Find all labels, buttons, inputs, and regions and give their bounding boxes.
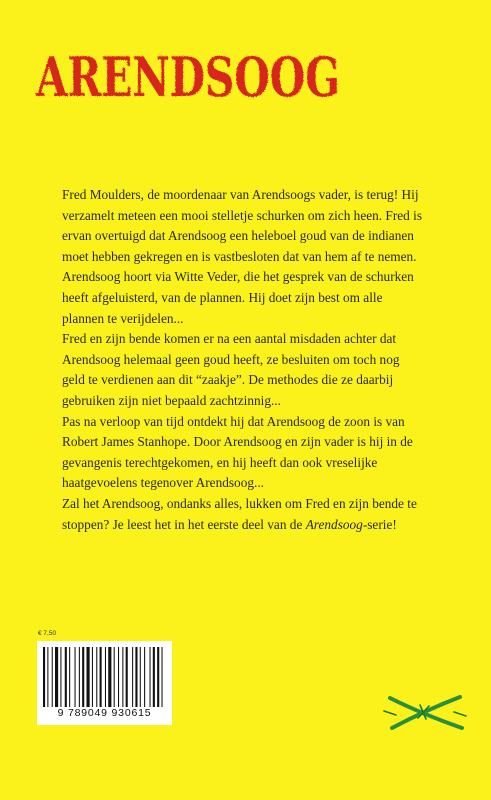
barcode-bar <box>150 647 151 707</box>
barcode-bar <box>144 647 145 707</box>
barcode-bar <box>65 647 67 707</box>
series-name: Arendsoog <box>305 516 363 532</box>
barcode-bar <box>122 647 123 707</box>
barcode-bar <box>43 647 45 707</box>
barcode-bar <box>100 647 102 707</box>
blurb-paragraph-1: Fred Moulders, de moordenaar van Arendsoogs vader, is terug! Hij verzamelt meteen een mooi stelletje schurken om zich heen. Fred is ervan overtuigd dat Arendsoog een heleboel goud van de indianen moet hebben gekregen en is vastbesloten dat van hem af te nemen. Arendsoog hoort via Witte Veder, die het gesprek van de schurken heeft afgeluisterd, van de plannen. Hij doet zijn best om alle plannen te verijdelen... <box>62 187 422 326</box>
barcode-bar <box>96 647 97 707</box>
blurb-p4-end: -serie! <box>362 516 397 532</box>
barcode-bar <box>114 647 115 707</box>
barcode-bar <box>153 647 155 707</box>
barcode-bar <box>60 647 61 707</box>
price-label: € 7,50 <box>38 630 57 637</box>
barcode <box>37 641 172 725</box>
barcode-bar <box>162 647 163 707</box>
barcode-bar <box>79 647 80 707</box>
barcode-bar <box>108 647 111 707</box>
barcode-bar <box>69 647 70 707</box>
barcode-bar <box>118 647 119 707</box>
isbn-number: 9 789049 930615 <box>57 707 152 719</box>
barcode-bar <box>87 647 90 707</box>
barcode-bar <box>75 647 76 707</box>
barbed-wire-x-logo-icon <box>382 692 468 732</box>
barcode-bar <box>47 647 48 707</box>
barcode-bar <box>92 647 93 707</box>
title-logo <box>33 45 343 109</box>
blurb-paragraph-2: Fred en zijn bende komen er na een aantal misdaden achter dat Arendsoog helemaal geen goud heeft, ze besluiten om toch nog geld te verdienen aan dit “zaakje”. De methodes die ze daarbij gebruiken zijn niet bepaald zachtzinnig... <box>62 331 400 408</box>
barcode-bar <box>52 647 53 707</box>
barcode-bar <box>126 647 128 707</box>
blurb-paragraph-3: Pas na verloop van tijd ontdekt hij dat Arendsoog de zoon is van Robert James Stanhope. Door Arendsoog en zijn vader is hij in de gevangenis terechtgekomen, en hij heeft dan ook vreselijke haatgevoelens tegenover Arendsoog... <box>62 413 413 491</box>
barcode-bar <box>140 647 141 707</box>
title-text: ARENDSOOG <box>35 45 340 109</box>
barcode-bars <box>41 647 168 707</box>
barcode-bar <box>55 647 58 707</box>
blurb-text <box>62 185 422 535</box>
blurb-p4-start: Zal het Arendsoog, ondanks alles, lukken om Fred en zijn bende te stoppen? Je leest het in het eerste deel van de <box>62 495 417 532</box>
barcode-bar <box>135 647 137 707</box>
barcode-bar <box>132 647 133 707</box>
barcode-bar <box>105 647 106 707</box>
blurb-paragraph-4 <box>62 494 422 535</box>
barcode-bar <box>157 647 159 707</box>
barcode-bar <box>82 647 84 707</box>
